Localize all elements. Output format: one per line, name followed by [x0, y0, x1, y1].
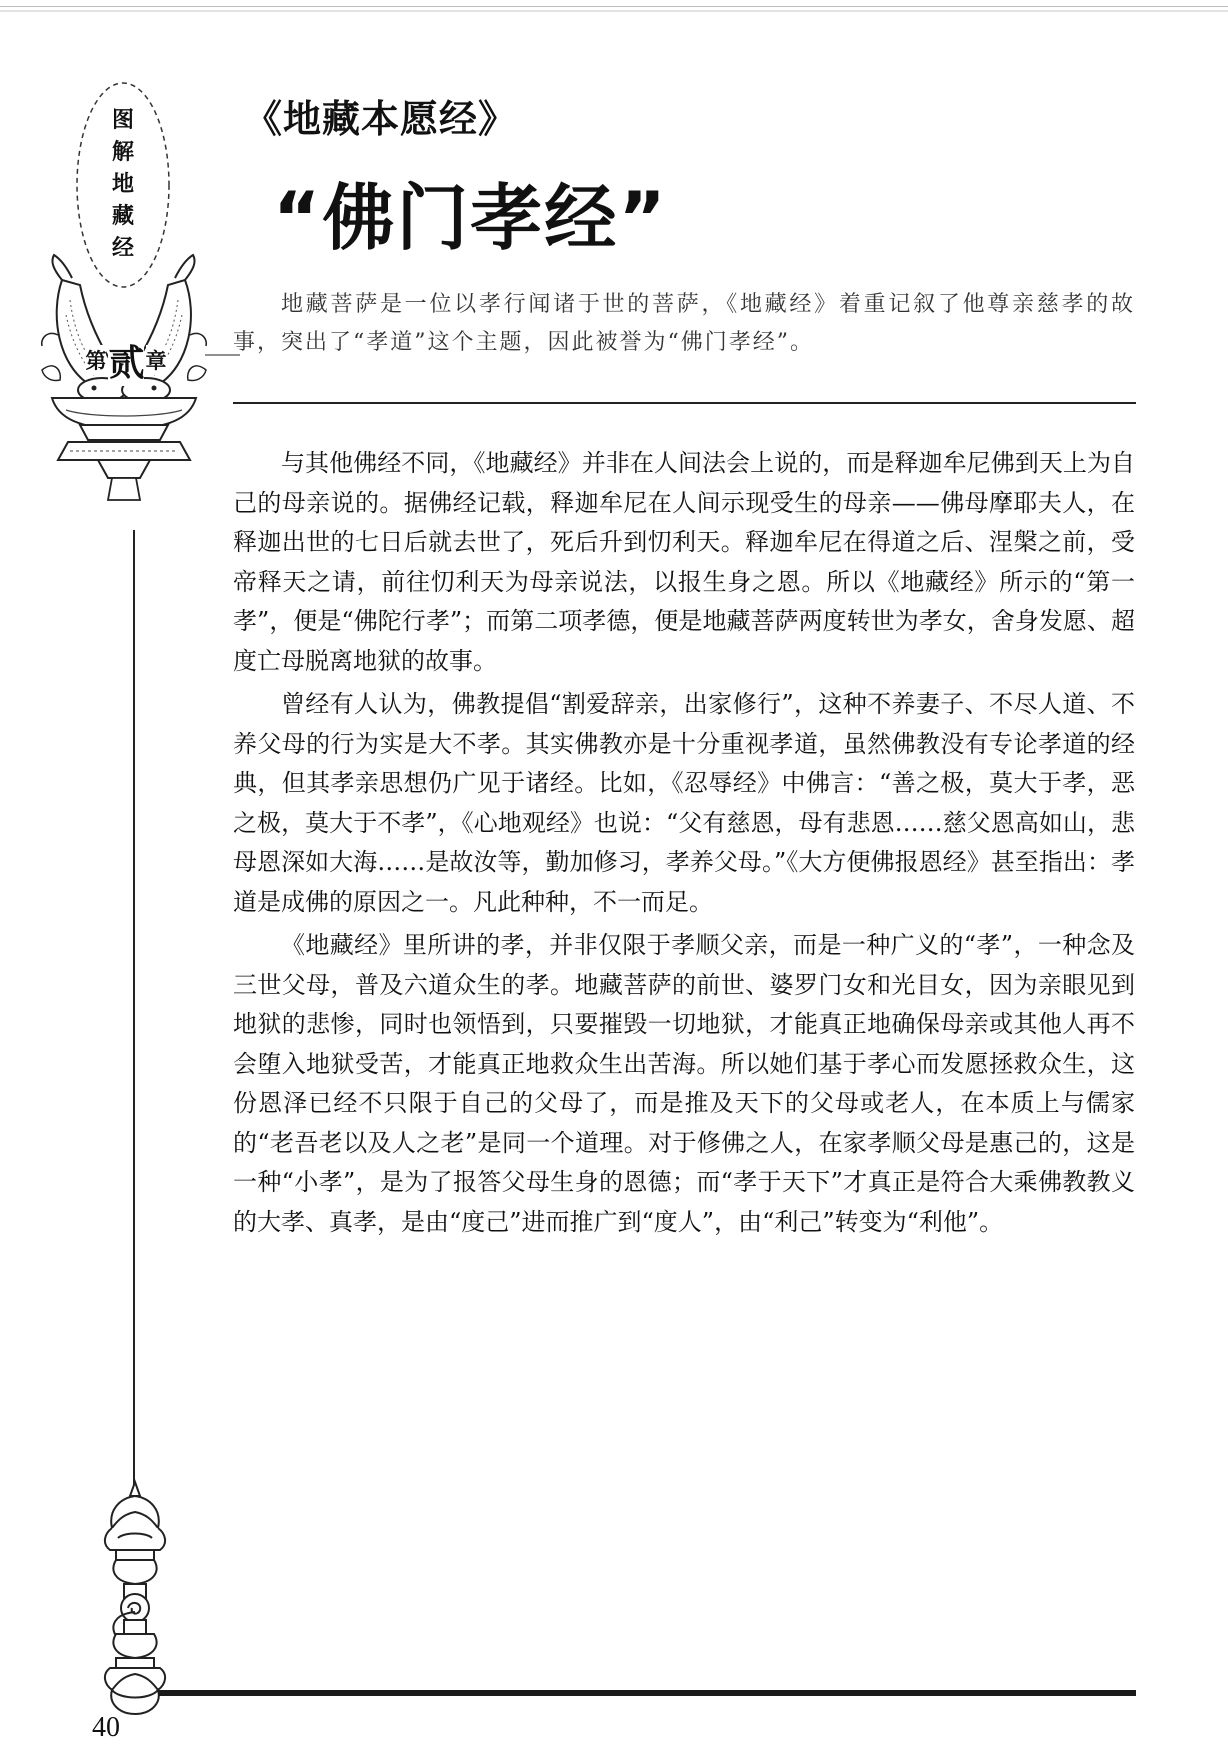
- chapter-label: [76, 340, 176, 384]
- article-title: “佛门孝经”: [273, 176, 668, 260]
- chapter-suffix: 章: [146, 345, 167, 375]
- vertical-title-char: 解: [111, 140, 134, 165]
- chapter-prefix: 第: [85, 345, 106, 375]
- chapter-ornament: [40, 80, 240, 560]
- body-text: [233, 444, 1135, 1246]
- body-paragraph: 曾经有人认为，佛教提倡“割爱辞亲，出家修行”，这种不养妻子、不尽人道、不养父母的行为实是大不孝。其实佛教亦是十分重视孝道，虽然佛教没有专论孝道的经典，但其孝亲思想仍广见于诸经。比如，《忍辱经》中佛言：“善之极，莫大于孝，恶之极，莫大于不孝”，《心地观经》也说：“父有慈恩，母有悲恩……慈父恩高如山，悲母恩深如大海……是故汝等，勤加修习，孝养父母。”《大方便佛报恩经》甚至指出：孝道是成佛的原因之一。凡此种种，不一而足。: [233, 690, 1135, 916]
- footer-rule: [158, 1690, 1136, 1696]
- vertical-title-char: 经: [111, 236, 134, 261]
- margin-rule: [133, 530, 135, 1490]
- intro-divider: [233, 402, 1136, 404]
- scan-line: [0, 6, 1228, 7]
- body-paragraph: 与其他佛经不同，《地藏经》并非在人间法会上说的，而是释迦牟尼佛到天上为自己的母亲说的。据佛经记载，释迦牟尼在人间示现受生的母亲——佛母摩耶夫人，在释迦出世的七日后就去世了，死后升到忉利天。释迦牟尼在得道之后、涅槃之前，受帝释天之请，前往忉利天为母亲说法，以报生身之恩。所以《地藏经》所示的“第一孝”，便是“佛陀行孝”；而第二项孝德，便是地藏菩萨两度转世为孝女，舍身发愿、超度亡母脱离地狱的故事。: [233, 449, 1135, 675]
- scan-edge: [0, 0, 1228, 14]
- vertical-title-char: 地: [111, 172, 134, 197]
- intro-summary: 地藏菩萨是一位以孝行闻诸于世的菩萨，《地藏经》着重记叙了他尊亲慈孝的故事，突出了“孝道”这个主题，因此被誉为“佛门孝经”。: [233, 292, 1135, 355]
- body-paragraph: 《地藏经》里所讲的孝，并非仅限于孝顺父亲，而是一种广义的“孝”，一种念及三世父母，普及六道众生的孝。地藏菩萨的前世、婆罗门女和光目女，因为亲眼见到地狱的悲惨，同时也领悟到，只要摧毁一切地狱，才能真正地确保母亲或其他人再不会堕入地狱受苦，才能真正地救众生出苦海。所以她们基于孝心而发愿拯救众生，这份恩泽已经不只限于自己的父母了，而是推及天下的父母或老人，在本质上与儒家的“老吾老以及人之老”是同一个道理。对于修佛之人，在家孝顺父母是惠己的，这是一种“小孝”，是为了报答父母生身的恩德；而“孝于天下”才真正是符合大乘佛教教义的大孝、真孝，是由“度己”进而推广到“度人”，由“利己”转变为“利他”。: [233, 931, 1135, 1236]
- vertical-book-title: [106, 105, 140, 265]
- lotus-fish-icon: [40, 80, 240, 560]
- scan-line: [0, 10, 1228, 12]
- vertical-title-char: 藏: [111, 204, 134, 229]
- book-title: 《地藏本愿经》: [244, 97, 518, 141]
- chapter-number: 贰: [108, 335, 143, 386]
- vertical-title-char: 图: [111, 108, 134, 133]
- page-number: 40: [92, 1712, 120, 1743]
- vajra-icon: [90, 1478, 180, 1718]
